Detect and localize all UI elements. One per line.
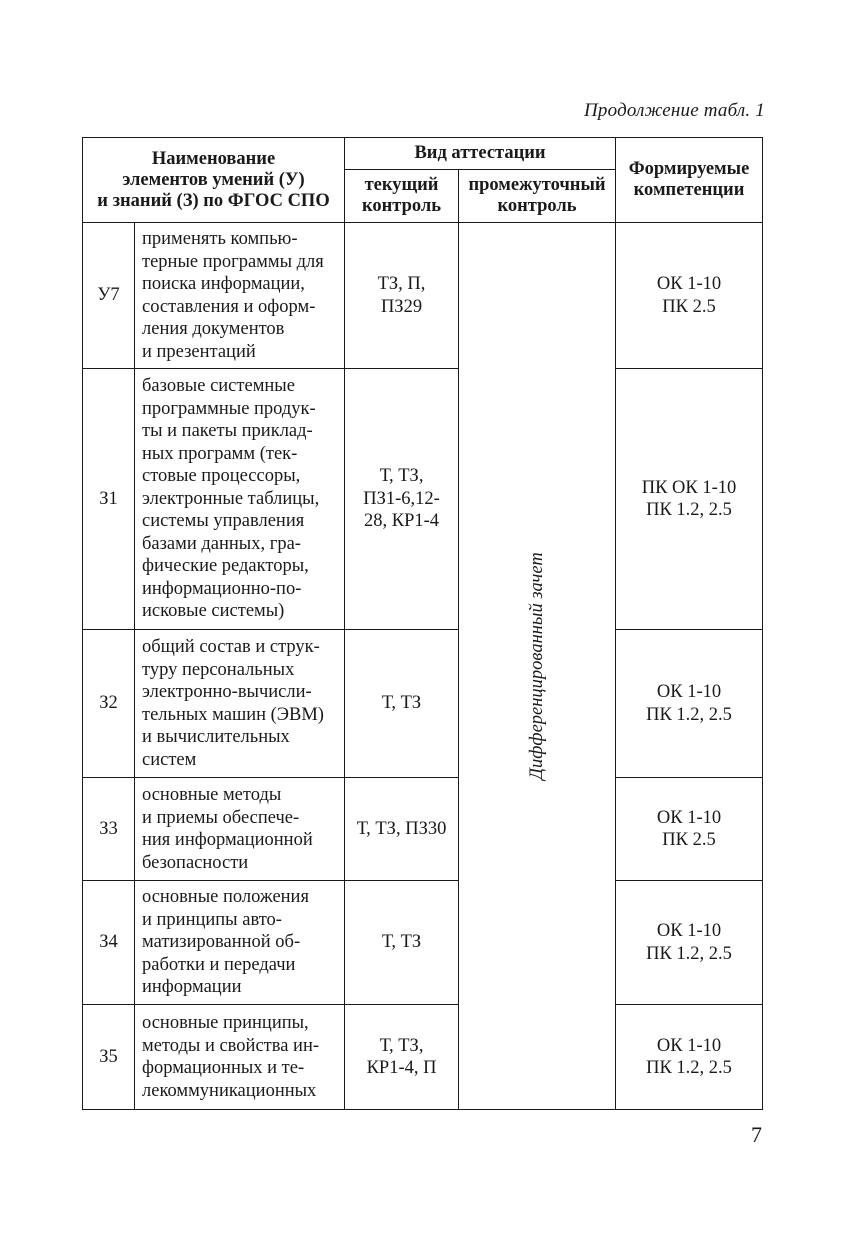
row-code: У7 bbox=[83, 223, 135, 369]
row-description: применять компью- терные программы для поиска информации, составления и оформ- ления документов и презентаций bbox=[135, 223, 345, 369]
table-caption: Продолжение табл. 1 bbox=[584, 100, 765, 121]
attestation-table bbox=[82, 137, 763, 1110]
row-code: З2 bbox=[83, 630, 135, 778]
row-current-control: ТЗ, П, ПЗ29 bbox=[345, 223, 459, 369]
row-description: базовые системные программные продук- ты и пакеты приклад- ных программ (тек- стовые процессоры, электронные таблицы, системы управления базами данных, гра- фические редакторы, информационно-по- исковые системы) bbox=[135, 369, 345, 630]
row-description: основные методы и приемы обеспече- ния информационной безопасности bbox=[135, 778, 345, 881]
row-current-control: Т, ТЗ, ПЗ1-6,12- 28, КР1-4 bbox=[345, 369, 459, 630]
row-competencies: ПК ОК 1-10 ПК 1.2, 2.5 bbox=[616, 369, 763, 630]
table-row bbox=[83, 223, 763, 369]
interim-control-cell bbox=[459, 223, 616, 1110]
row-competencies: ОК 1-10 ПК 2.5 bbox=[616, 223, 763, 369]
row-competencies: ОК 1-10 ПК 1.2, 2.5 bbox=[616, 630, 763, 778]
table-row bbox=[83, 778, 763, 881]
row-current-control: Т, ТЗ, КР1-4, П bbox=[345, 1005, 459, 1110]
row-description: основные принципы, методы и свойства ин- формационных и те- лекоммуникационных bbox=[135, 1005, 345, 1110]
row-current-control: Т, ТЗ bbox=[345, 630, 459, 778]
row-competencies: ОК 1-10 ПК 1.2, 2.5 bbox=[616, 881, 763, 1005]
row-code: З4 bbox=[83, 881, 135, 1005]
header-competencies: Формируемые компетенции bbox=[616, 138, 763, 223]
row-description: общий состав и струк- туру персональных электронно-вычисли- тельных машин (ЭВМ) и вычислительных систем bbox=[135, 630, 345, 778]
row-description: основные положения и принципы авто- матизированной об- работки и передачи информации bbox=[135, 881, 345, 1005]
row-competencies: ОК 1-10 ПК 1.2, 2.5 bbox=[616, 1005, 763, 1110]
table-row bbox=[83, 630, 763, 778]
table-row bbox=[83, 369, 763, 630]
interim-control-value: Дифференцированный зачет bbox=[526, 552, 547, 780]
header-attestation: Вид аттестации bbox=[345, 138, 616, 170]
table-row bbox=[83, 1005, 763, 1110]
header-interim: промежуточный контроль bbox=[459, 170, 616, 223]
row-current-control: Т, ТЗ, ПЗ30 bbox=[345, 778, 459, 881]
page-number: 7 bbox=[751, 1122, 762, 1147]
header-current: текущий контроль bbox=[345, 170, 459, 223]
row-code: З5 bbox=[83, 1005, 135, 1110]
row-code: З3 bbox=[83, 778, 135, 881]
row-competencies: ОК 1-10 ПК 2.5 bbox=[616, 778, 763, 881]
row-code: З1 bbox=[83, 369, 135, 630]
table-row bbox=[83, 881, 763, 1005]
header-name: Наименование элементов умений (У) и знаний (З) по ФГОС СПО bbox=[83, 138, 345, 223]
row-current-control: Т, ТЗ bbox=[345, 881, 459, 1005]
